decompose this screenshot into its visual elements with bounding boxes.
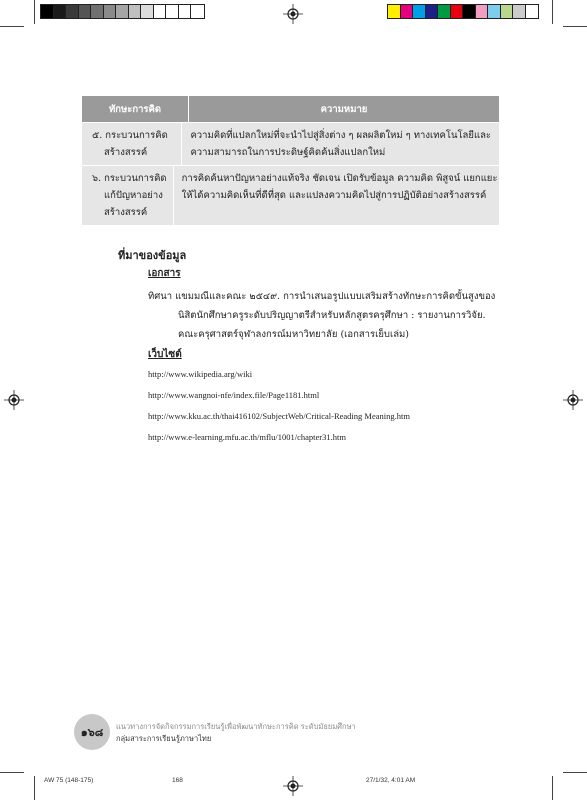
crop-mark: [0, 26, 24, 27]
crop-mark: [34, 776, 35, 800]
color-swatch: [104, 5, 117, 18]
skill-line: ๕. กระบวนการคิด: [92, 130, 168, 141]
meaning-line: ความคิดที่แปลกใหม่ที่จะนำไปสู่สิ่งต่าง ๆ ผลผลิตใหม่ ๆ ทางเทคโนโลยีและ: [190, 130, 491, 141]
color-swatch: [41, 5, 54, 18]
registration-mark-icon: [563, 390, 583, 410]
registration-mark-icon: [283, 776, 303, 796]
color-swatch: [526, 5, 539, 18]
skill-cell: [82, 123, 182, 165]
website-link[interactable]: http://www.e-learning.mfu.ac.th/mflu/1001/chapter31.htm: [148, 432, 346, 442]
color-swatch: [79, 5, 92, 18]
color-swatch: [91, 5, 104, 18]
website-link[interactable]: http://www.wikipedia.arg/wiki: [148, 369, 253, 379]
color-swatch: [488, 5, 501, 18]
color-swatch: [476, 5, 489, 18]
crop-mark: [34, 0, 35, 24]
crop-mark: [563, 772, 587, 773]
color-swatch: [413, 5, 426, 18]
reference-line: ทิศนา แขมมณีและคณะ ๒๕๔๙. การนำเสนอรูปแบบเสริมสร้างทักษะการคิดขั้นสูงของ: [148, 291, 496, 302]
color-swatch: [191, 5, 204, 18]
grayscale-color-bar: [40, 4, 205, 19]
website-link[interactable]: http://www.wangnoi-nfe/index.file/Page1181.html: [148, 390, 320, 400]
skill-cell: [82, 166, 174, 225]
table-header: [82, 96, 499, 122]
thinking-skills-table: [82, 96, 499, 225]
websites-heading: เว็บไซต์: [148, 349, 182, 360]
meaning-line: การคิดค้นหาปัญหาอย่างแท้จริง ชัดเจน เปิดรับข้อมูล ความคิด พิสูจน์ แยกแยะ: [181, 173, 498, 184]
color-swatch: [463, 5, 476, 18]
color-swatch: [501, 5, 514, 18]
header-skill: ทักษะการคิด: [82, 96, 189, 122]
header-meaning: ความหมาย: [320, 103, 368, 115]
meaning-line: ให้ได้ความคิดเห็นที่ดีที่สุด และแปลงความคิดไปสู่การปฏิบัติอย่างสร้างสรรค์: [181, 190, 487, 201]
color-swatch: [388, 5, 401, 18]
skill-line: แก้ปัญหาอย่าง: [104, 190, 163, 201]
color-swatch: [513, 5, 526, 18]
skill-line: ๖. กระบวนการคิด: [92, 173, 167, 184]
crop-mark: [552, 0, 553, 24]
documents-heading: เอกสาร: [148, 268, 181, 279]
color-swatch: [154, 5, 167, 18]
crop-mark: [0, 772, 24, 773]
color-swatch: [401, 5, 414, 18]
color-swatch: [66, 5, 79, 18]
color-swatch: [54, 5, 67, 18]
page-number: ๑๖๘: [74, 714, 110, 750]
crop-mark: [563, 26, 587, 27]
footer-subject: กลุ่มสาระการเรียนรู้ภาษาไทย: [116, 734, 212, 743]
skill-line: สร้างสรรค์: [104, 207, 148, 218]
color-swatch: [426, 5, 439, 18]
slug-page: 168: [172, 777, 183, 784]
registration-mark-icon: [4, 390, 24, 410]
color-swatch: [141, 5, 154, 18]
table-row: [82, 165, 499, 225]
meaning-cell: [182, 123, 499, 165]
table-row: [82, 122, 499, 165]
crop-mark: [552, 776, 553, 800]
skill-line: สร้างสรรค์: [104, 147, 148, 158]
slug-timestamp: 27/1/32, 4:01 AM: [366, 777, 416, 784]
meaning-cell: [174, 166, 506, 225]
cmyk-color-bar: [387, 4, 539, 19]
registration-mark-icon: [283, 4, 303, 24]
color-swatch: [116, 5, 129, 18]
color-swatch: [438, 5, 451, 18]
color-swatch: [179, 5, 192, 18]
color-swatch: [451, 5, 464, 18]
slug-file: AW 75 (148-175): [44, 777, 94, 784]
meaning-line: ความสามารถในการประดิษฐ์คิดค้นสิ่งแปลกใหม่: [190, 147, 386, 158]
reference-line: คณะครุศาสตร์จุฬาลงกรณ์มหาวิทยาลัย (เอกสารเย็บเล่ม): [178, 329, 409, 340]
footer-book-title: แนวทางการจัดกิจกรรมการเรียนรู้เพื่อพัฒนาทักษะการคิด ระดับมัธยมศึกษา: [116, 722, 356, 731]
website-link[interactable]: http://www.kku.ac.th/thai416102/SubjectWeb/Critical-Reading Meaning.htm: [148, 411, 410, 421]
sources-title: ที่มาของข้อมูล: [118, 249, 187, 262]
color-swatch: [166, 5, 179, 18]
reference-line: นิสิตนักศึกษาครูระดับปริญญาตรีสำหรับหลักสูตรครุศึกษา : รายงานการวิจัย.: [178, 310, 486, 321]
color-swatch: [129, 5, 142, 18]
document-reference: [148, 287, 508, 344]
